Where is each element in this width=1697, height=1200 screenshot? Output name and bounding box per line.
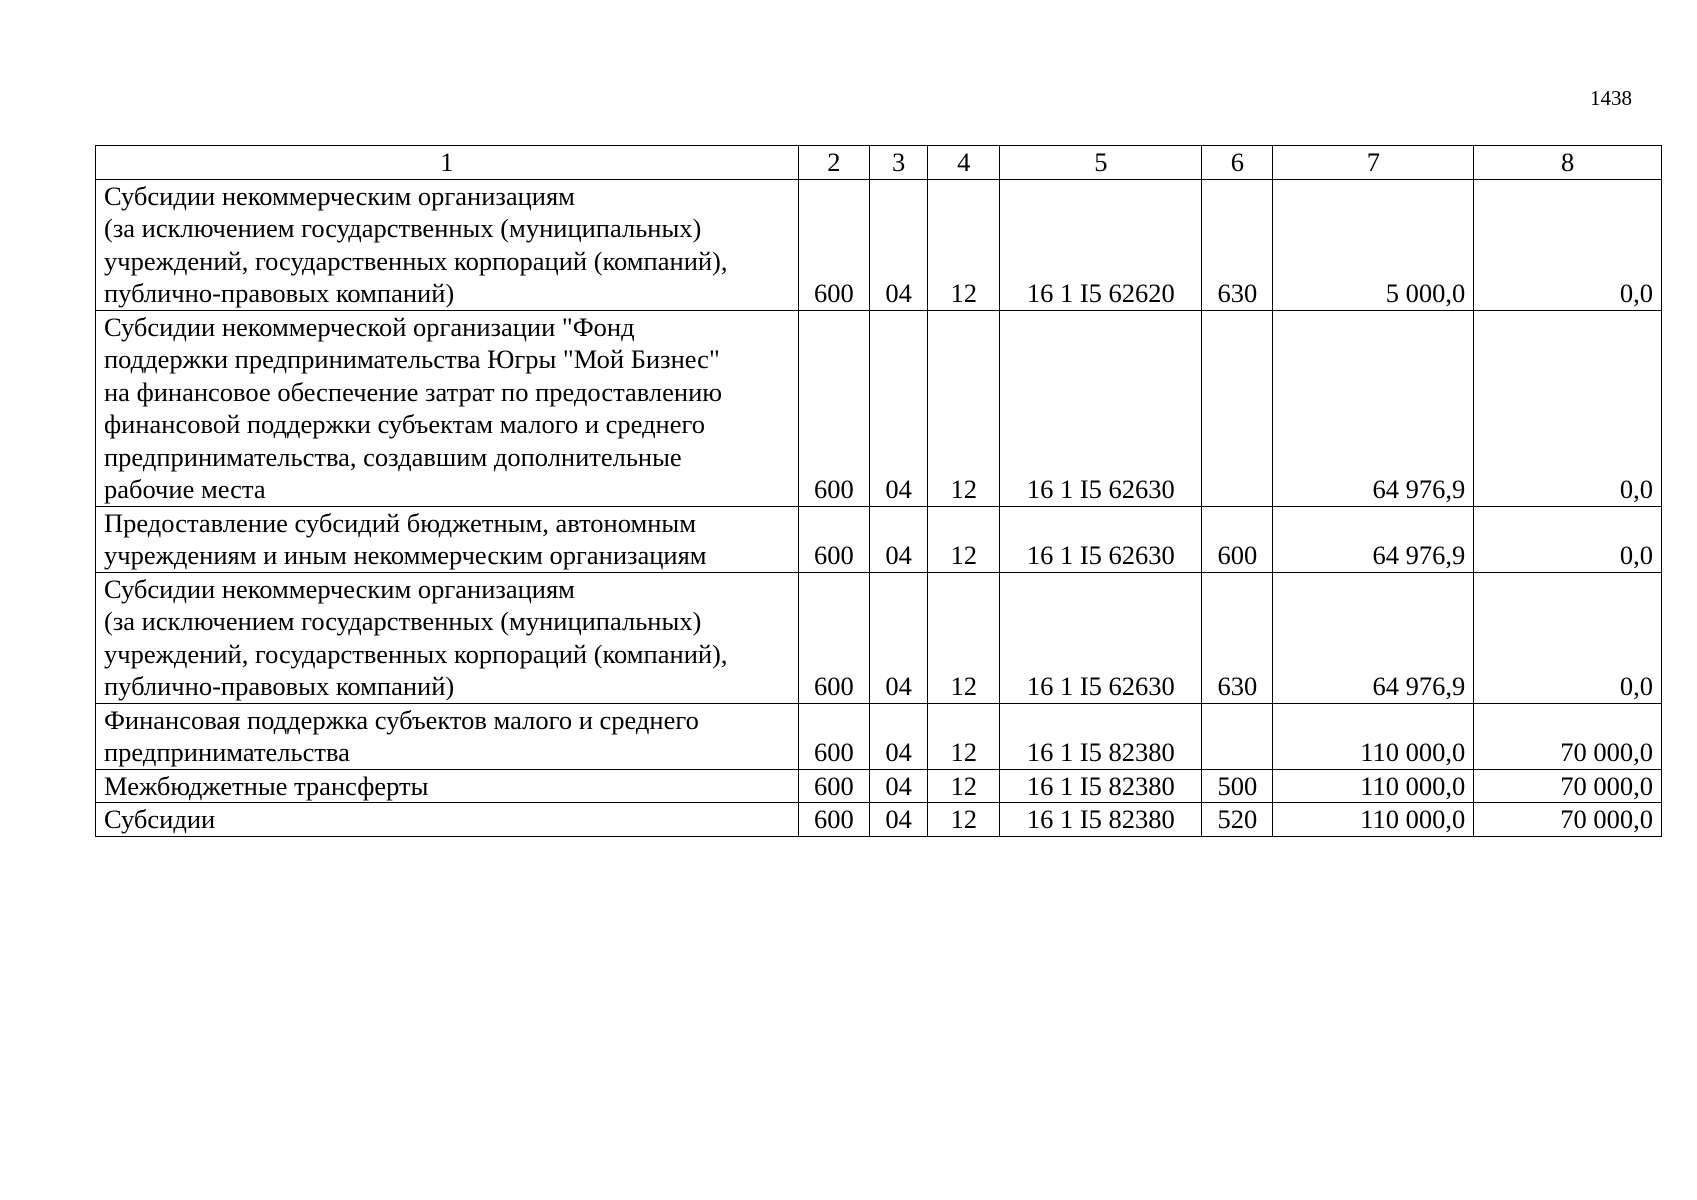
row-description bbox=[96, 803, 799, 837]
cell-col7: 110 000,0 bbox=[1273, 803, 1474, 837]
table-row bbox=[96, 506, 1662, 572]
cell-col4: 12 bbox=[928, 310, 1000, 506]
cell-col5: 16 1 I5 82380 bbox=[1000, 769, 1202, 803]
table-row bbox=[96, 310, 1662, 506]
row-description bbox=[96, 506, 799, 572]
cell-col3: 04 bbox=[869, 803, 927, 837]
cell-col8: 0,0 bbox=[1474, 179, 1662, 310]
cell-col7: 64 976,9 bbox=[1273, 572, 1474, 703]
description-line: учреждениям и иным некоммерческим организациям bbox=[104, 540, 707, 570]
cell-col2: 600 bbox=[798, 803, 869, 837]
page-number: 1438 bbox=[1590, 86, 1632, 110]
cell-col6 bbox=[1202, 310, 1273, 506]
cell-col8: 70 000,0 bbox=[1474, 703, 1662, 769]
table-header-row bbox=[96, 146, 1662, 180]
description-line: на финансовое обеспечение затрат по предоставлению bbox=[104, 376, 723, 407]
cell-col5: 16 1 I5 82380 bbox=[1000, 703, 1202, 769]
cell-col6 bbox=[1202, 703, 1273, 769]
description-line: публично-правовых компаний) bbox=[104, 671, 455, 701]
cell-col8: 70 000,0 bbox=[1474, 803, 1662, 837]
description-line: рабочие места bbox=[104, 474, 266, 504]
column-header: 5 bbox=[1000, 146, 1202, 180]
column-header: 4 bbox=[928, 146, 1000, 180]
cell-col3: 04 bbox=[869, 769, 927, 803]
cell-col4: 12 bbox=[928, 703, 1000, 769]
cell-col6: 600 bbox=[1202, 506, 1273, 572]
row-description bbox=[96, 703, 799, 769]
cell-col2: 600 bbox=[798, 310, 869, 506]
row-description bbox=[96, 179, 799, 310]
description-line: поддержки предпринимательства Югры "Мой Бизнес" bbox=[104, 344, 720, 374]
cell-col3: 04 bbox=[869, 703, 927, 769]
cell-col4: 12 bbox=[928, 179, 1000, 310]
budget-table bbox=[95, 145, 1662, 837]
cell-col7: 5 000,0 bbox=[1273, 179, 1474, 310]
cell-col8: 0,0 bbox=[1474, 572, 1662, 703]
row-description bbox=[96, 572, 799, 703]
cell-col6: 630 bbox=[1202, 572, 1273, 703]
cell-col8: 0,0 bbox=[1474, 310, 1662, 506]
row-description bbox=[96, 310, 799, 506]
cell-col4: 12 bbox=[928, 803, 1000, 837]
cell-col2: 600 bbox=[798, 179, 869, 310]
cell-col2: 600 bbox=[798, 703, 869, 769]
cell-col8: 70 000,0 bbox=[1474, 769, 1662, 803]
cell-col6: 520 bbox=[1202, 803, 1273, 837]
column-header: 7 bbox=[1273, 146, 1474, 180]
cell-col5: 16 1 I5 62630 bbox=[1000, 572, 1202, 703]
description-line: Финансовая поддержка субъектов малого и среднего bbox=[104, 704, 699, 735]
column-header: 6 bbox=[1202, 146, 1273, 180]
table-row bbox=[96, 803, 1662, 837]
column-header: 1 bbox=[96, 146, 799, 180]
cell-col3: 04 bbox=[869, 572, 927, 703]
table-row bbox=[96, 572, 1662, 703]
cell-col3: 04 bbox=[869, 506, 927, 572]
description-line: Межбюджетные трансферты bbox=[104, 770, 429, 801]
description-line: учреждений, государственных корпораций (компаний), bbox=[104, 638, 728, 669]
cell-col6: 630 bbox=[1202, 179, 1273, 310]
cell-col2: 600 bbox=[798, 506, 869, 572]
cell-col5: 16 1 I5 82380 bbox=[1000, 803, 1202, 837]
description-line: Субсидии bbox=[104, 804, 216, 834]
cell-col5: 16 1 I5 62620 bbox=[1000, 179, 1202, 310]
row-description bbox=[96, 769, 799, 803]
cell-col7: 110 000,0 bbox=[1273, 703, 1474, 769]
cell-col6: 500 bbox=[1202, 769, 1273, 803]
description-line: учреждений, государственных корпораций (компаний), bbox=[104, 245, 728, 276]
cell-col5: 16 1 I5 62630 bbox=[1000, 310, 1202, 506]
cell-col4: 12 bbox=[928, 506, 1000, 572]
column-header: 2 bbox=[798, 146, 869, 180]
cell-col3: 04 bbox=[869, 310, 927, 506]
cell-col7: 64 976,9 bbox=[1273, 310, 1474, 506]
table-row bbox=[96, 703, 1662, 769]
description-line: финансовой поддержки субъектам малого и среднего bbox=[104, 409, 705, 439]
cell-col2: 600 bbox=[798, 572, 869, 703]
description-line: Субсидии некоммерческой организации "Фонд bbox=[104, 311, 635, 342]
cell-col4: 12 bbox=[928, 572, 1000, 703]
description-line: (за исключением государственных (муниципальных) bbox=[104, 213, 702, 243]
column-header: 3 bbox=[869, 146, 927, 180]
cell-col7: 110 000,0 bbox=[1273, 769, 1474, 803]
cell-col5: 16 1 I5 62630 bbox=[1000, 506, 1202, 572]
description-line: (за исключением государственных (муниципальных) bbox=[104, 606, 702, 636]
cell-col8: 0,0 bbox=[1474, 506, 1662, 572]
table-row bbox=[96, 769, 1662, 803]
table-row bbox=[96, 179, 1662, 310]
description-line: публично-правовых компаний) bbox=[104, 278, 455, 308]
cell-col4: 12 bbox=[928, 769, 1000, 803]
cell-col3: 04 bbox=[869, 179, 927, 310]
description-line: Субсидии некоммерческим организациям bbox=[104, 573, 575, 604]
description-line: предпринимательства, создавшим дополнительные bbox=[104, 441, 682, 472]
column-header: 8 bbox=[1474, 146, 1662, 180]
cell-col2: 600 bbox=[798, 769, 869, 803]
cell-col7: 64 976,9 bbox=[1273, 506, 1474, 572]
description-line: Предоставление субсидий бюджетным, автономным bbox=[104, 507, 697, 538]
description-line: Субсидии некоммерческим организациям bbox=[104, 180, 575, 211]
description-line: предпринимательства bbox=[104, 737, 350, 767]
